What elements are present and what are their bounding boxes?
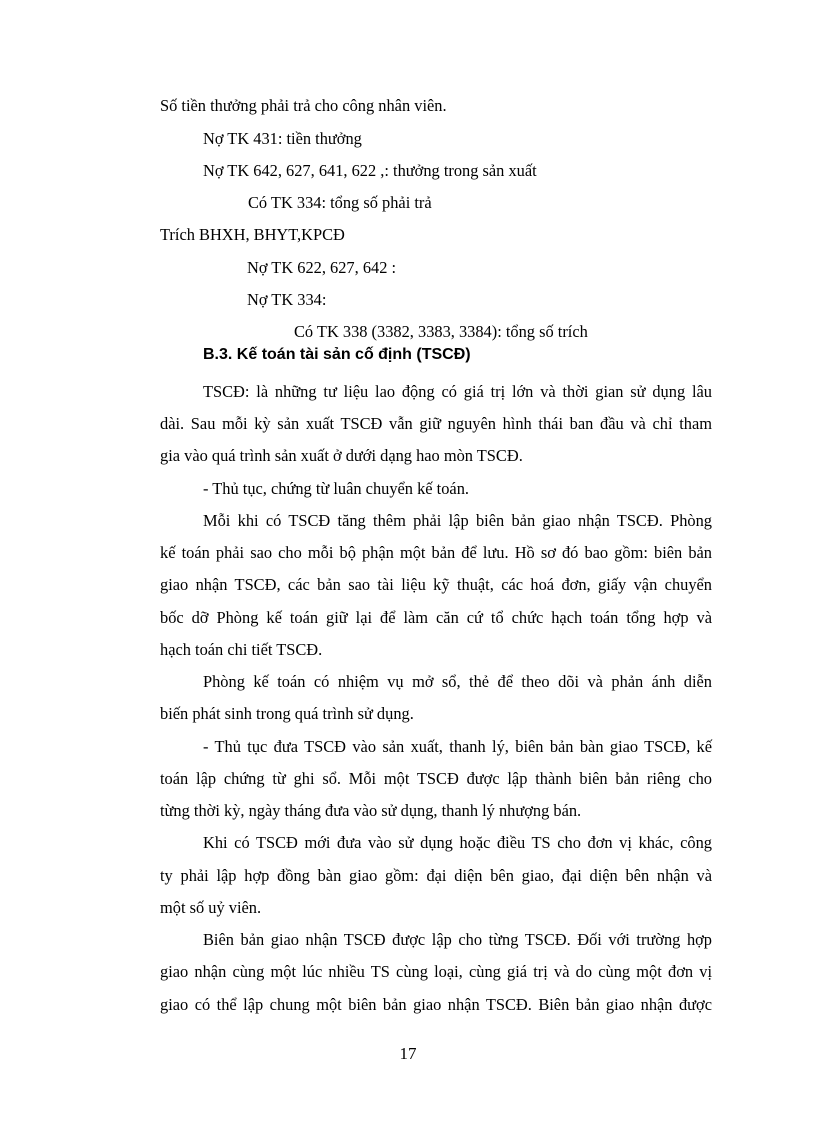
text-line: một số uỷ viên.: [160, 898, 262, 917]
text-line: ty phải lập hợp đồng bàn giao gồm: đại diện bên giao, đại diện bên nhận và: [160, 866, 712, 885]
text-line: - Thủ tục đưa TSCĐ vào sản xuất, thanh lý, biên bản bàn giao TSCĐ, kế: [203, 737, 712, 756]
text-line: Có TK 338 (3382, 3383, 3384): tổng số trích: [294, 322, 588, 341]
text-line: biến phát sinh trong quá trình sử dụng.: [160, 704, 414, 723]
text-line: hạch toán chi tiết TSCĐ.: [160, 640, 323, 659]
text-line: Nợ TK 334:: [247, 290, 327, 309]
text-line: Biên bản giao nhận TSCĐ được lập cho từng TSCĐ. Đối với trường hợp: [203, 930, 712, 949]
section-heading: B.3. Kế toán tài sản cố định (TSCĐ): [203, 346, 471, 363]
text-line: - Thủ tục, chứng từ luân chuyển kế toán.: [203, 479, 469, 498]
text-line: Phòng kế toán có nhiệm vụ mở sổ, thẻ để theo dõi và phản ánh diễn: [203, 672, 712, 691]
text-line: Mỗi khi có TSCĐ tăng thêm phải lập biên bản giao nhận TSCĐ. Phòng: [203, 511, 712, 530]
text-line: dài. Sau mỗi kỳ sản xuất TSCĐ vẫn giữ nguyên hình thái ban đầu và chỉ tham: [160, 414, 712, 433]
text-line: gia vào quá trình sản xuất ở dưới dạng hao mòn TSCĐ.: [160, 446, 523, 465]
text-line: Nợ TK 622, 627, 642 :: [247, 258, 397, 277]
text-line: Khi có TSCĐ mới đưa vào sử dụng hoặc điều TS cho đơn vị khác, công: [203, 833, 712, 852]
text-line: Số tiền thưởng phải trả cho công nhân viên.: [160, 96, 447, 115]
text-line: giao có thể lập chung một biên bản giao nhận TSCĐ. Biên bản giao nhận được: [160, 995, 712, 1014]
text-line: giao nhận cùng một lúc nhiều TS cùng loại, cùng giá trị và do cùng một đơn vị: [160, 962, 712, 981]
text-line: kế toán phải sao cho mỗi bộ phận một bản để lưu. Hồ sơ đó bao gồm: biên bản: [160, 543, 712, 562]
text-line: Trích BHXH, BHYT,KPCĐ: [160, 225, 345, 244]
text-line: bốc dỡ Phòng kế toán giữ lại để làm căn cứ tổ chức hạch toán tổng hợp và: [160, 608, 712, 627]
text-line: Nợ TK 642, 627, 641, 622 ,: thưởng trong sản xuất: [203, 161, 537, 180]
text-line: Nợ TK 431: tiền thưởng: [203, 129, 362, 148]
page-number: 17: [399, 1044, 417, 1063]
text-line: toán lập chứng từ ghi sổ. Mỗi một TSCĐ được lập thành biên bản riêng cho: [160, 769, 712, 788]
text-line: TSCĐ: là những tư liệu lao động có giá trị lớn và thời gian sử dụng lâu: [203, 382, 712, 401]
text-line: từng thời kỳ, ngày tháng đưa vào sử dụng, thanh lý nhượng bán.: [160, 801, 582, 820]
text-line: giao nhận TSCĐ, các bản sao tài liệu kỹ thuật, các hoá đơn, giấy vận chuyển: [160, 575, 712, 594]
text-line: Có TK 334: tổng số phải trả: [248, 193, 432, 212]
